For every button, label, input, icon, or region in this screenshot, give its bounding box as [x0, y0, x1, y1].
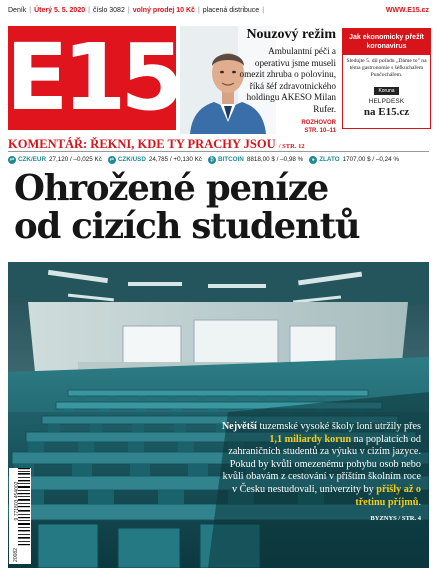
story-reference	[216, 513, 421, 526]
lead-story-title: Nouzový režim	[246, 27, 336, 42]
barcode	[9, 468, 31, 564]
commentary-title: ŘEKNI, KDE TY PRACHY JSOU	[90, 137, 276, 151]
promo-helpdesk: HELPDESK	[368, 98, 405, 105]
lead-story-reference	[236, 119, 336, 135]
story-text-2: na poplatcích od zahraničních studentů za výuku v cizím jazyce. Pokud by kvůli omezenému pohybu osob nebo kvůli obavám z cestování v příštím školním roce v Česku nestudovali, univerzity by	[222, 433, 421, 495]
ticker-item	[309, 154, 399, 165]
ticker-item	[8, 154, 102, 165]
ticker-value: 24,785	[148, 156, 169, 163]
story-lead-word: Největší	[221, 421, 257, 432]
lead-story[interactable]	[236, 27, 336, 135]
ticker-label: ZLATO	[319, 156, 340, 163]
lead-story-section: ROZHOVOR	[301, 120, 336, 126]
ticker-change: / +0,130 Kč	[169, 156, 202, 163]
commentary-teaser[interactable]	[8, 137, 429, 151]
market-ticker	[8, 154, 433, 165]
main-story-text[interactable]	[216, 421, 421, 526]
ticker-change: / –0,24 %	[372, 156, 399, 163]
distribution: placená distribuce	[202, 7, 260, 14]
logo-text: E15	[5, 24, 179, 131]
story-highlight-loss: přišly až o třetinu příjmů	[355, 483, 421, 508]
ticker-label: CZK/EUR	[18, 156, 46, 163]
ticker-label: BITCOIN	[217, 156, 244, 163]
headline-line-1: Ohrožené peníze	[14, 168, 329, 209]
bitcoin-icon: ₿	[208, 156, 216, 164]
lead-story-pages: STR. 10–11	[304, 128, 336, 134]
story-highlight-amount: 1,1 miliardy korun	[269, 433, 352, 445]
ticker-value: 1707,00 $	[342, 156, 371, 163]
story-page: / STR. 4	[398, 515, 421, 523]
issue-date: Úterý 5. 5. 2020	[34, 7, 86, 14]
masthead-bar: Deník | Úterý 5. 5. 2020 | číslo 3082 | volný prodej 10 Kč | placená distribuce | WWW.E15.cz	[0, 0, 437, 22]
website-link[interactable]: WWW.E15.cz	[385, 7, 429, 14]
barcode-issn: 9 771803 454002	[14, 481, 20, 521]
gold-icon: ●	[309, 156, 317, 164]
exchange-icon: ⇄	[109, 156, 114, 163]
commentary-label: KOMENTÁŘ:	[8, 137, 88, 151]
barcode-code: 20082	[13, 548, 19, 562]
promo-link[interactable]: na E15.cz	[363, 106, 410, 118]
commentary-page: / STR. 12	[278, 143, 305, 150]
story-section: BYZNYS	[370, 515, 397, 523]
headline-line-2: od cizích studentů	[14, 206, 360, 247]
ticker-item	[108, 154, 202, 165]
story-text-1: tuzemské vysoké školy loni utržily přes	[256, 421, 421, 432]
e15-logo	[5, 24, 179, 131]
ticker-change: / –0,025 Kč	[70, 156, 102, 163]
exchange-icon: ⇄	[9, 156, 15, 163]
promo-badge: Koruna	[374, 87, 398, 95]
story-text-end: .	[418, 496, 421, 508]
issue-number: číslo 3082	[92, 7, 125, 14]
promo-box[interactable]	[342, 28, 431, 129]
promo-title: Jak ekonomicky přežít koronavirus	[343, 29, 430, 55]
ticker-label: CZK/USD	[117, 156, 146, 163]
main-headline[interactable]	[14, 170, 424, 246]
promo-text: Sledujte 5. díl pořadu „Dáme to" na téma gastronomie s šéfkuchařem Punčochářem.	[346, 58, 427, 78]
divider	[8, 151, 429, 152]
ticker-item	[208, 154, 303, 165]
ticker-change: / –0,98 %	[276, 156, 304, 163]
price: volný prodej 10 Kč	[132, 7, 195, 14]
paper-type: Deník	[8, 7, 27, 14]
ticker-value: 8818,00 $	[246, 156, 275, 163]
ticker-value: 27,120	[49, 156, 69, 163]
lead-story-text: Ambulantní péči a operativu jsme museli omezit zhruba o polovinu, říká šéf zdravotnického holdingu AKESO Milan Rufer.	[239, 46, 336, 114]
